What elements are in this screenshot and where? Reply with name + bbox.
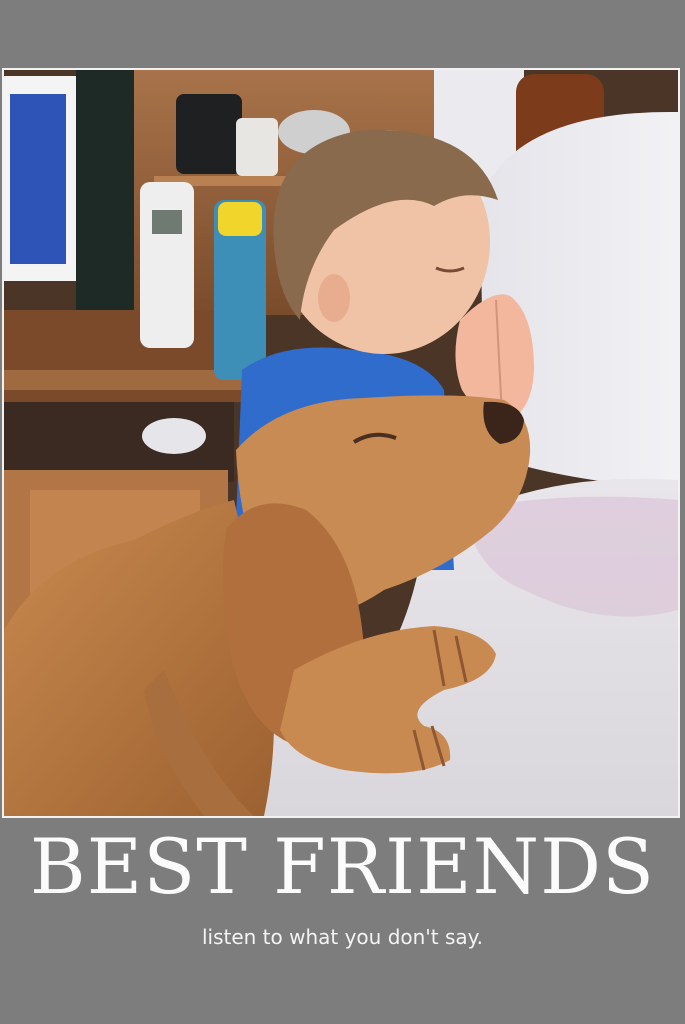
poster-caption: listen to what you don't say. [201, 925, 484, 949]
shelf-container [176, 94, 242, 174]
cordless-phone [140, 182, 194, 348]
boy-and-dog-praying-photo [4, 70, 678, 816]
poster-title: BEST FRIENDS [29, 822, 656, 911]
photo-frame [2, 68, 680, 818]
computer-mouse [142, 418, 206, 454]
